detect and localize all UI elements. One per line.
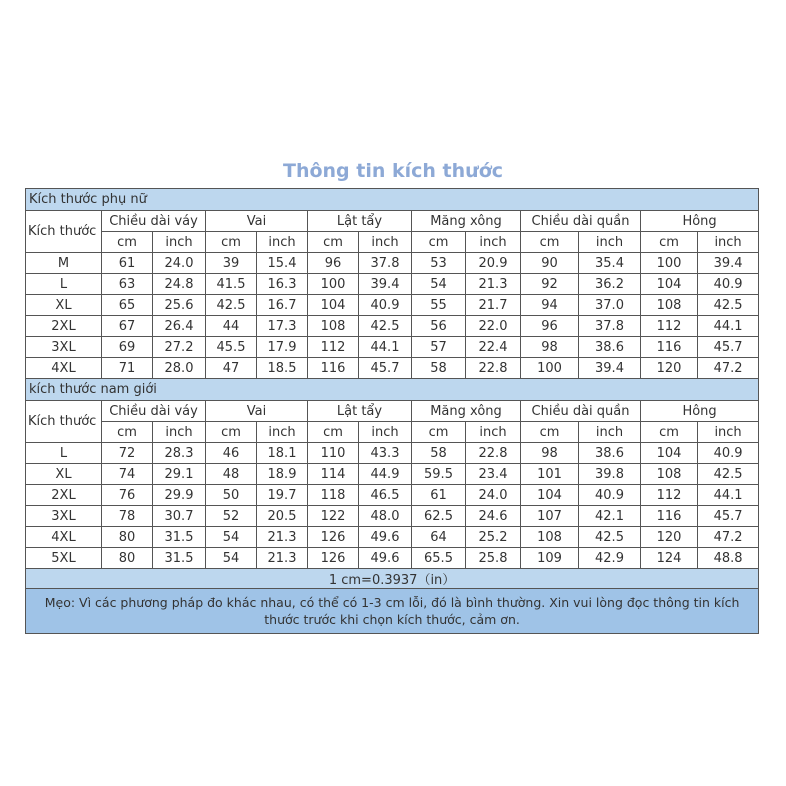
size-row [26,464,759,485]
measurement-cell: 120 [641,527,698,548]
measurement-cell: 96 [521,316,579,337]
measurement-cell: 47.2 [698,358,759,379]
measurement-cell: 24.0 [466,485,521,506]
measurement-cell: 22.8 [466,358,521,379]
unit-header: cm [641,232,698,253]
measurement-cell: 62.5 [412,506,466,527]
measurement-cell: 42.5 [698,295,759,316]
measurement-cell: 24.6 [466,506,521,527]
measurement-cell: 16.3 [257,274,308,295]
footer-section [26,569,759,634]
measurement-cell: 20.5 [257,506,308,527]
measurement-cell: 29.9 [153,485,206,506]
measurement-cell: 48.8 [698,548,759,569]
unit-header: inch [359,232,412,253]
measurement-cell: 43.3 [359,443,412,464]
measurement-cell: 28.0 [153,358,206,379]
measurement-cell: 58 [412,443,466,464]
measurement-cell: 29.1 [153,464,206,485]
measurement-cell: 109 [521,548,579,569]
size-label: 2XL [26,485,102,506]
measurement-cell: 22.0 [466,316,521,337]
size-row [26,295,759,316]
unit-header: inch [698,422,759,443]
size-row [26,337,759,358]
measurement-cell: 21.3 [257,548,308,569]
women-section [26,189,759,379]
size-label: 4XL [26,527,102,548]
size-column-header: Kích thước [26,211,102,253]
measurement-cell: 118 [308,485,359,506]
measurement-cell: 36.2 [579,274,641,295]
measurement-cell: 45.5 [206,337,257,358]
unit-header: cm [521,422,579,443]
measurement-cell: 52 [206,506,257,527]
unit-header: inch [257,422,308,443]
size-row [26,548,759,569]
measurement-cell: 54 [206,548,257,569]
size-row [26,527,759,548]
measurement-cell: 35.4 [579,253,641,274]
measurement-cell: 61 [102,253,153,274]
measurement-group-header: Hông [641,401,759,422]
measurement-cell: 104 [641,443,698,464]
measurement-cell: 74 [102,464,153,485]
measurement-cell: 42.1 [579,506,641,527]
measurement-cell: 41.5 [206,274,257,295]
measurement-cell: 44.9 [359,464,412,485]
unit-header: cm [308,422,359,443]
measurement-cell: 49.6 [359,527,412,548]
measurement-cell: 39.4 [579,358,641,379]
measurement-cell: 50 [206,485,257,506]
measurement-cell: 39.4 [359,274,412,295]
unit-header: inch [698,232,759,253]
size-column-header: Kích thước [26,401,102,443]
measurement-cell: 58 [412,358,466,379]
measurement-cell: 18.5 [257,358,308,379]
measurement-cell: 22.4 [466,337,521,358]
measurement-cell: 101 [521,464,579,485]
measurement-cell: 65.5 [412,548,466,569]
unit-header: inch [466,232,521,253]
measurement-cell: 78 [102,506,153,527]
size-label: XL [26,464,102,485]
measurement-cell: 48.0 [359,506,412,527]
unit-header: cm [641,422,698,443]
size-label: XL [26,295,102,316]
measurement-cell: 37.8 [579,316,641,337]
measurement-cell: 98 [521,443,579,464]
measurement-cell: 39.8 [579,464,641,485]
measurement-cell: 46.5 [359,485,412,506]
size-row [26,485,759,506]
measurement-cell: 22.8 [466,443,521,464]
unit-header: inch [153,422,206,443]
size-label: 5XL [26,548,102,569]
size-label: M [26,253,102,274]
size-label: L [26,443,102,464]
measurement-cell: 104 [308,295,359,316]
measurement-cell: 47.2 [698,527,759,548]
measurement-cell: 40.9 [359,295,412,316]
measurement-cell: 90 [521,253,579,274]
measurement-cell: 28.3 [153,443,206,464]
measurement-cell: 38.6 [579,443,641,464]
unit-header: inch [466,422,521,443]
measurement-cell: 40.9 [579,485,641,506]
measurement-cell: 42.9 [579,548,641,569]
measurement-cell: 26.4 [153,316,206,337]
measurement-cell: 110 [308,443,359,464]
measurement-group-header: Chiều dài váy [102,401,206,422]
measurement-cell: 67 [102,316,153,337]
conversion-note: 1 cm=0.3937（in） [26,569,759,589]
measurement-cell: 76 [102,485,153,506]
measurement-cell: 48 [206,464,257,485]
unit-header: cm [412,232,466,253]
women-section-label: Kích thước phụ nữ [26,189,759,211]
measurement-cell: 100 [521,358,579,379]
measurement-cell: 96 [308,253,359,274]
measurement-cell: 24.8 [153,274,206,295]
size-label: L [26,274,102,295]
measurement-cell: 116 [641,506,698,527]
size-row [26,443,759,464]
size-label: 3XL [26,506,102,527]
measurement-cell: 18.1 [257,443,308,464]
size-label: 2XL [26,316,102,337]
measurement-cell: 54 [206,527,257,548]
measurement-cell: 17.3 [257,316,308,337]
measurement-cell: 39.4 [698,253,759,274]
measurement-cell: 98 [521,337,579,358]
measurement-cell: 42.5 [206,295,257,316]
measurement-cell: 94 [521,295,579,316]
measurement-cell: 44.1 [698,485,759,506]
measurement-cell: 108 [308,316,359,337]
size-row [26,358,759,379]
measurement-cell: 25.2 [466,527,521,548]
measurement-cell: 25.8 [466,548,521,569]
measurement-cell: 72 [102,443,153,464]
measurement-cell: 17.9 [257,337,308,358]
measurement-cell: 40.9 [698,274,759,295]
measurement-cell: 18.9 [257,464,308,485]
measurement-cell: 44.1 [698,316,759,337]
unit-header: cm [102,422,153,443]
measurement-group-header: Măng xông [412,401,521,422]
unit-header: inch [579,422,641,443]
measurement-group-header: Chiều dài quần [521,211,641,232]
measurement-cell: 54 [412,274,466,295]
measurement-cell: 61 [412,485,466,506]
men-section [26,379,759,569]
measurement-cell: 63 [102,274,153,295]
unit-header: cm [412,422,466,443]
measurement-cell: 80 [102,527,153,548]
measurement-cell: 108 [641,295,698,316]
measurement-cell: 59.5 [412,464,466,485]
measurement-cell: 116 [641,337,698,358]
measurement-cell: 25.6 [153,295,206,316]
measurement-cell: 100 [308,274,359,295]
measurement-cell: 108 [641,464,698,485]
measurement-cell: 80 [102,548,153,569]
measurement-cell: 45.7 [698,506,759,527]
measurement-cell: 92 [521,274,579,295]
measurement-cell: 49.6 [359,548,412,569]
measurement-cell: 31.5 [153,548,206,569]
size-row [26,316,759,337]
measurement-cell: 71 [102,358,153,379]
measurement-cell: 126 [308,527,359,548]
unit-header: cm [521,232,579,253]
size-row [26,253,759,274]
measurement-cell: 112 [308,337,359,358]
unit-header: inch [579,232,641,253]
unit-header: inch [153,232,206,253]
measurement-cell: 30.7 [153,506,206,527]
measurement-group-header: Chiều dài quần [521,401,641,422]
measurement-cell: 42.5 [579,527,641,548]
measurement-cell: 37.0 [579,295,641,316]
unit-header: inch [359,422,412,443]
measurement-group-header: Lật tẩy [308,211,412,232]
measurement-cell: 27.2 [153,337,206,358]
size-row [26,506,759,527]
measurement-cell: 42.5 [359,316,412,337]
measurement-cell: 57 [412,337,466,358]
size-row [26,274,759,295]
measurement-cell: 45.7 [359,358,412,379]
measurement-cell: 112 [641,485,698,506]
measurement-cell: 104 [521,485,579,506]
measurement-cell: 21.3 [466,274,521,295]
unit-header: cm [102,232,153,253]
measurement-cell: 53 [412,253,466,274]
measurement-cell: 104 [641,274,698,295]
measurement-cell: 56 [412,316,466,337]
measurement-tip: Mẹo: Vì các phương pháp đo khác nhau, có thể có 1-3 cm lỗi, đó là bình thường. Xin vui lòng đọc thông tin kích thước trước khi chọn kích thước, cảm ơn. [26,589,759,634]
measurement-cell: 23.4 [466,464,521,485]
measurement-cell: 24.0 [153,253,206,274]
measurement-cell: 112 [641,316,698,337]
measurement-group-header: Vai [206,211,308,232]
measurement-group-header: Măng xông [412,211,521,232]
measurement-group-header: Hông [641,211,759,232]
measurement-cell: 107 [521,506,579,527]
measurement-cell: 64 [412,527,466,548]
unit-header: inch [257,232,308,253]
measurement-cell: 69 [102,337,153,358]
measurement-cell: 20.9 [466,253,521,274]
unit-header: cm [308,232,359,253]
measurement-cell: 126 [308,548,359,569]
measurement-group-header: Lật tẩy [308,401,412,422]
measurement-cell: 45.7 [698,337,759,358]
measurement-cell: 44.1 [359,337,412,358]
measurement-cell: 47 [206,358,257,379]
unit-header: cm [206,232,257,253]
measurement-cell: 31.5 [153,527,206,548]
measurement-cell: 120 [641,358,698,379]
measurement-cell: 124 [641,548,698,569]
measurement-cell: 21.7 [466,295,521,316]
measurement-cell: 42.5 [698,464,759,485]
size-label: 3XL [26,337,102,358]
measurement-cell: 114 [308,464,359,485]
measurement-cell: 100 [641,253,698,274]
measurement-cell: 108 [521,527,579,548]
measurement-cell: 116 [308,358,359,379]
size-chart-table [25,188,759,634]
measurement-group-header: Vai [206,401,308,422]
measurement-cell: 19.7 [257,485,308,506]
page-title: Thông tin kích thước [282,160,504,182]
measurement-cell: 37.8 [359,253,412,274]
measurement-cell: 46 [206,443,257,464]
measurement-cell: 122 [308,506,359,527]
unit-header: cm [206,422,257,443]
measurement-cell: 55 [412,295,466,316]
measurement-cell: 44 [206,316,257,337]
measurement-cell: 21.3 [257,527,308,548]
measurement-cell: 38.6 [579,337,641,358]
men-section-label: kích thước nam giới [26,379,759,401]
measurement-cell: 15.4 [257,253,308,274]
measurement-cell: 16.7 [257,295,308,316]
measurement-cell: 39 [206,253,257,274]
measurement-cell: 40.9 [698,443,759,464]
measurement-cell: 65 [102,295,153,316]
measurement-group-header: Chiều dài váy [102,211,206,232]
size-label: 4XL [26,358,102,379]
